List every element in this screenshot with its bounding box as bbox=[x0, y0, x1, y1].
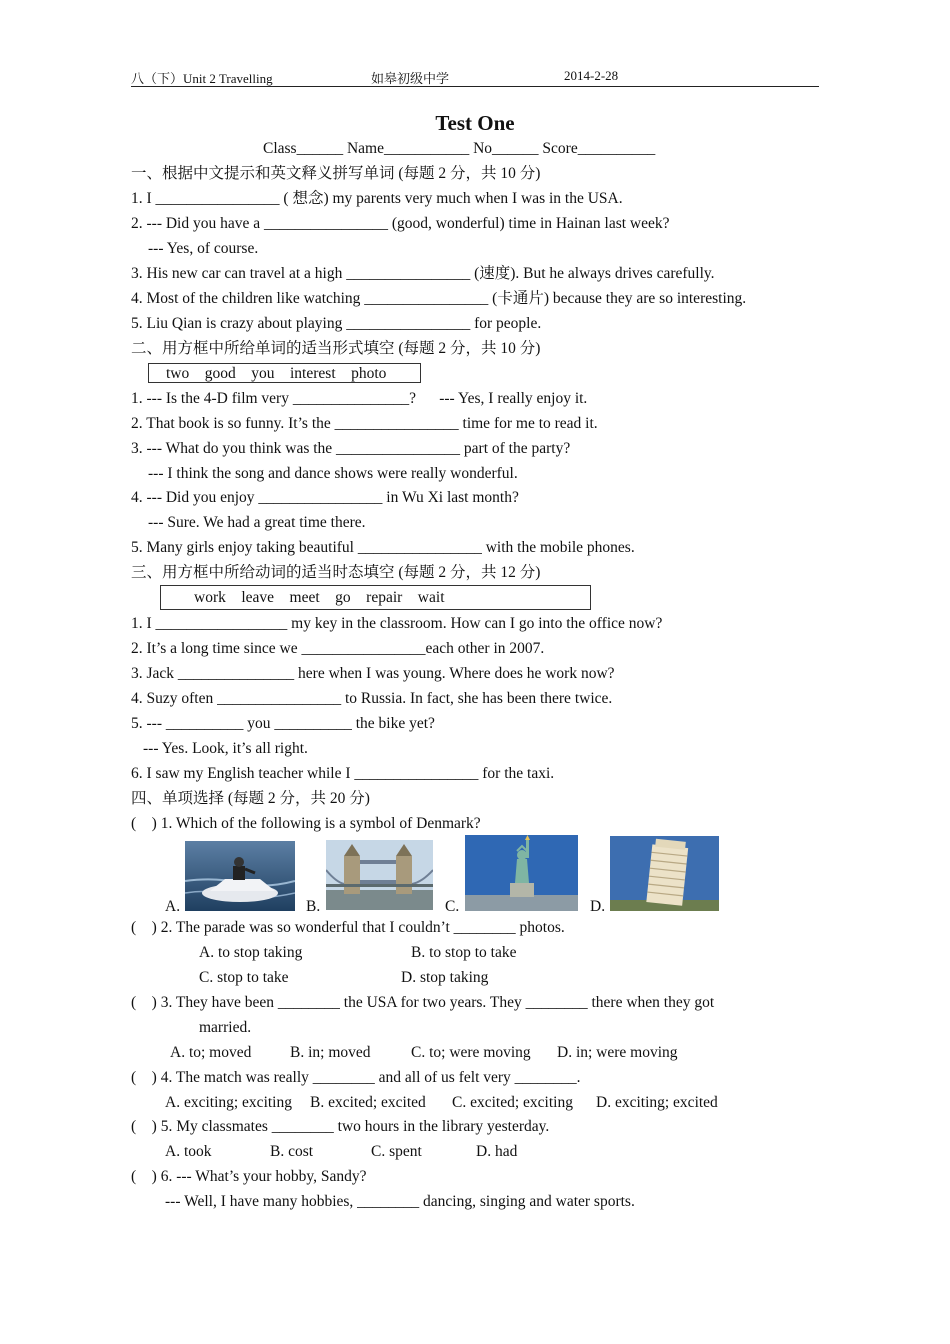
header-unit: 八（下）Unit 2 Travelling bbox=[131, 71, 273, 86]
s2-question-1: 1. --- Is the 4-D film very _______________? --- Yes, I really enjoy it. bbox=[131, 390, 588, 407]
s4-q1-option-b-label: B. bbox=[306, 898, 321, 915]
s1-question-2-answer: --- Yes, of course. bbox=[148, 240, 259, 257]
s2-question-3: 3. --- What do you think was the ________________ part of the party? bbox=[131, 440, 571, 457]
s4-question-3: ( ) 3. They have been ________ the USA for two years. They ________ there when they got bbox=[131, 994, 715, 1011]
section-4-heading: 四、单项选择 (每题 2 分，共 20 分) bbox=[131, 790, 370, 807]
test-title: Test One bbox=[435, 111, 515, 135]
s3-verb-box: work leave meet go repair wait bbox=[160, 585, 591, 610]
s4-q3-option-c: C. to; were moving bbox=[411, 1044, 531, 1061]
s4-question-6-answer: --- Well, I have many hobbies, ________ dancing, singing and water sports. bbox=[165, 1193, 635, 1210]
s2-question-5: 5. Many girls enjoy taking beautiful ________________ with the mobile phones. bbox=[131, 539, 635, 556]
s3-question-1: 1. I _________________ my key in the classroom. How can I go into the office now? bbox=[131, 615, 663, 632]
s3-question-3: 3. Jack _______________ here when I was young. Where does he work now? bbox=[131, 665, 615, 682]
s4-q4-option-b: B. excited; excited bbox=[310, 1094, 426, 1111]
section-1-heading: 一、根据中文提示和英文释义拼写单词 (每题 2 分，共 10 分) bbox=[131, 165, 541, 182]
tower-bridge-photo bbox=[326, 840, 433, 910]
s4-q1-option-a-label: A. bbox=[165, 898, 181, 915]
s4-q5-option-d: D. had bbox=[476, 1143, 518, 1160]
s2-question-4-answer: --- Sure. We had a great time there. bbox=[148, 514, 366, 531]
s4-q4-option-d: D. exciting; excited bbox=[596, 1094, 718, 1111]
s4-q5-option-b: B. cost bbox=[270, 1143, 314, 1160]
section-3-heading: 三、用方框中所给动词的适当时态填空 (每题 2 分，共 12 分) bbox=[131, 564, 541, 581]
s2-question-4: 4. --- Did you enjoy ________________ in Wu Xi last month? bbox=[131, 489, 519, 506]
s2-word-box: two good you interest photo bbox=[148, 363, 421, 383]
s4-q4-option-a: A. exciting; exciting bbox=[165, 1094, 292, 1111]
s1-question-1: 1. I ________________ ( 想念) my parents very much when I was in the USA. bbox=[131, 190, 623, 207]
student-info-line: Class______ Name___________ No______ Score__________ bbox=[263, 140, 656, 157]
s1-question-4: 4. Most of the children like watching ________________ (卡通片) because they are so interesting. bbox=[131, 290, 747, 307]
s4-q3-option-a: A. to; moved bbox=[170, 1044, 252, 1061]
section-2-heading: 二、用方框中所给单词的适当形式填空 (每题 2 分，共 10 分) bbox=[131, 340, 541, 357]
s4-q2-option-c: C. stop to take bbox=[199, 969, 289, 986]
s4-question-6: ( ) 6. --- What’s your hobby, Sandy? bbox=[131, 1168, 367, 1185]
s4-q5-option-a: A. took bbox=[165, 1143, 212, 1160]
s4-q2-option-a: A. to stop taking bbox=[199, 944, 303, 961]
s3-question-5-answer: --- Yes. Look, it’s all right. bbox=[143, 740, 308, 757]
header-date: 2014-2-28 bbox=[564, 68, 619, 83]
leaning-tower-photo bbox=[610, 836, 719, 911]
s1-question-3: 3. His new car can travel at a high ________________ (速度). But he always drives carefully. bbox=[131, 265, 715, 282]
s4-question-3-cont: married. bbox=[199, 1019, 252, 1036]
s4-q5-option-c: C. spent bbox=[371, 1143, 422, 1160]
s4-question-4: ( ) 4. The match was really ________ and all of us felt very ________. bbox=[131, 1069, 581, 1086]
s4-q4-option-c: C. excited; exciting bbox=[452, 1094, 573, 1111]
s3-question-5: 5. --- __________ you __________ the bike yet? bbox=[131, 715, 435, 732]
page-header bbox=[131, 66, 819, 87]
s2-question-3-answer: --- I think the song and dance shows were really wonderful. bbox=[148, 465, 518, 482]
s4-q1-option-d-label: D. bbox=[590, 898, 606, 915]
s4-q3-option-b: B. in; moved bbox=[290, 1044, 371, 1061]
s4-q2-option-b: B. to stop to take bbox=[411, 944, 517, 961]
s3-question-2: 2. It’s a long time since we ________________each other in 2007. bbox=[131, 640, 545, 657]
s2-question-2: 2. That book is so funny. It’s the ________________ time for me to read it. bbox=[131, 415, 598, 432]
s4-question-2: ( ) 2. The parade was so wonderful that I couldn’t ________ photos. bbox=[131, 919, 565, 936]
s1-question-5: 5. Liu Qian is crazy about playing ________________ for people. bbox=[131, 315, 542, 332]
s4-q3-option-d: D. in; were moving bbox=[557, 1044, 678, 1061]
s4-q2-option-d: D. stop taking bbox=[401, 969, 489, 986]
jet-ski-photo bbox=[185, 841, 295, 911]
s3-question-4: 4. Suzy often ________________ to Russia. In fact, she has been there twice. bbox=[131, 690, 613, 707]
s3-question-6: 6. I saw my English teacher while I ________________ for the taxi. bbox=[131, 765, 555, 782]
s4-question-1: ( ) 1. Which of the following is a symbol of Denmark? bbox=[131, 815, 481, 832]
s4-question-5: ( ) 5. My classmates ________ two hours in the library yesterday. bbox=[131, 1118, 550, 1135]
s4-q1-option-c-label: C. bbox=[445, 898, 460, 915]
statue-of-liberty-photo bbox=[465, 835, 578, 911]
header-school: 如皋初级中学 bbox=[371, 71, 450, 86]
s1-question-2: 2. --- Did you have a ________________ (good, wonderful) time in Hainan last week? bbox=[131, 215, 670, 232]
